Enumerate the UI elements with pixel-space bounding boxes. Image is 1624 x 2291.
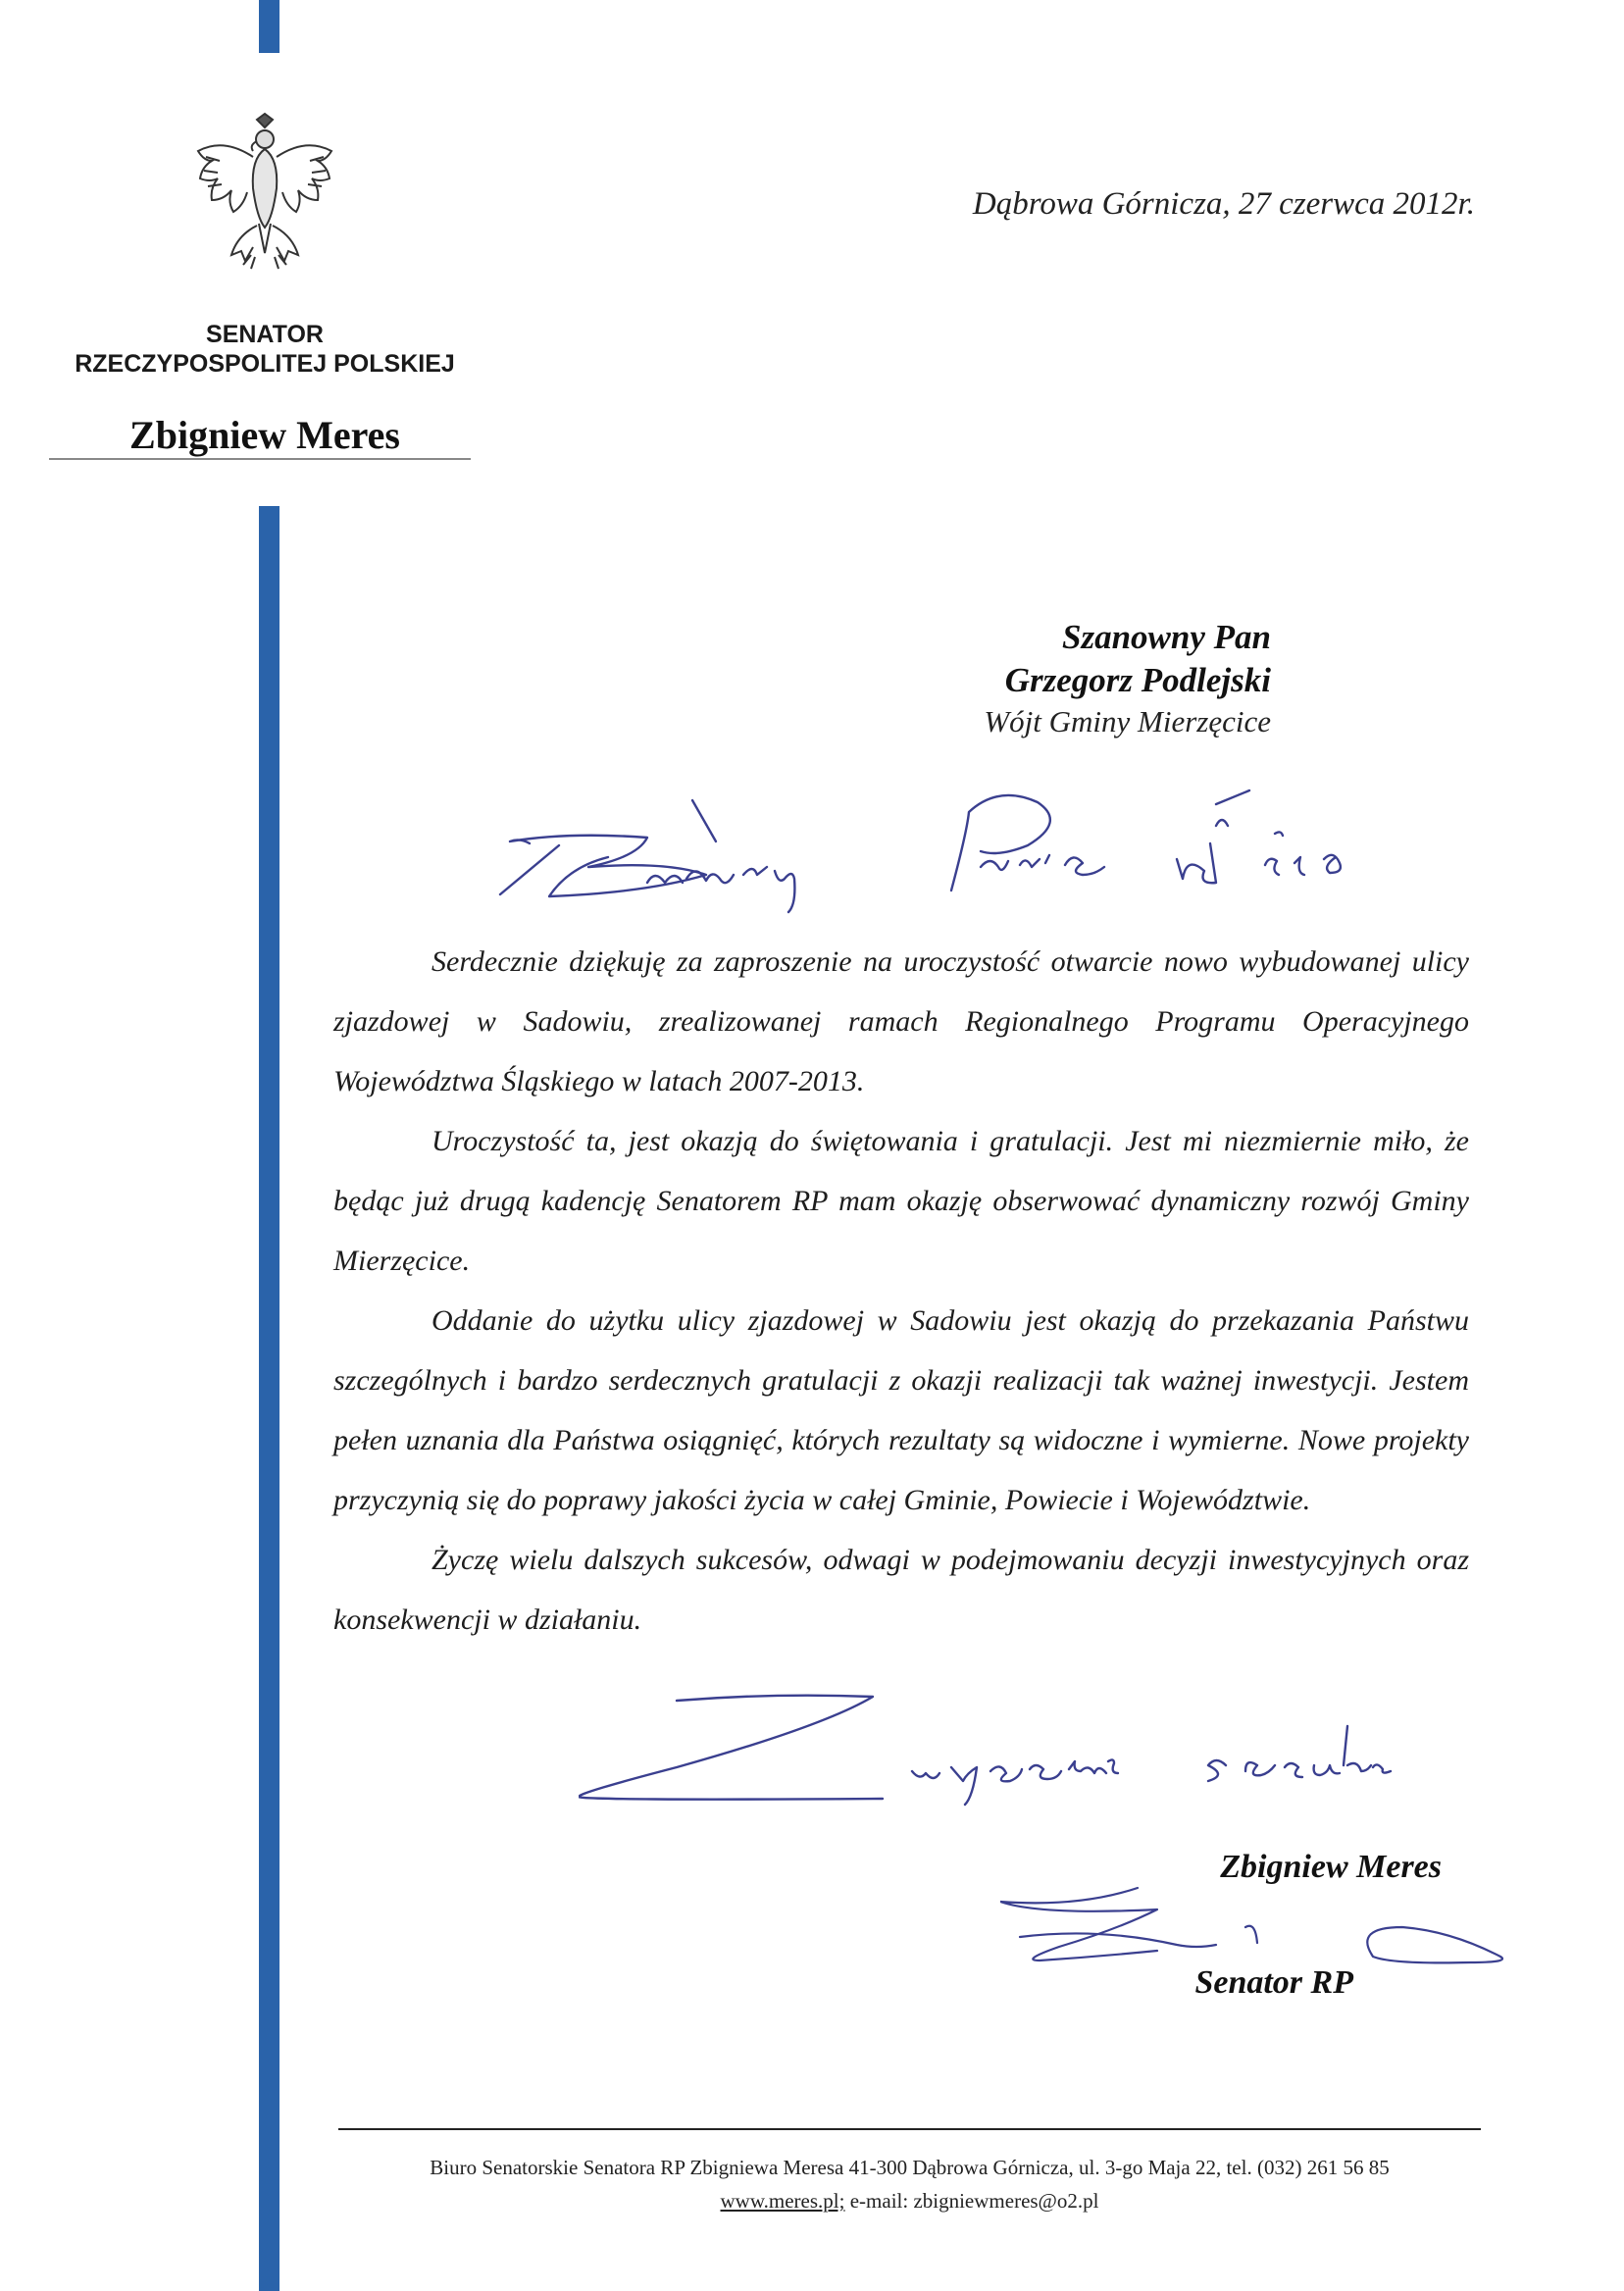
addressee-position: Wójt Gminy Mierzęcice <box>984 704 1271 738</box>
footer-contact <box>338 2189 1481 2214</box>
footer-address: Biuro Senatorskie Senatora RP Zbigniewa Meresa 41-300 Dąbrowa Górnicza, ul. 3-go Maja 22, tel. (032) 261 56 85 <box>430 2156 1390 2179</box>
addressee-greeting: Szanowny Pan <box>1062 618 1271 656</box>
addressee-name: Grzegorz Podlejski <box>1004 661 1271 699</box>
letterhead-office <box>39 320 490 379</box>
blue-accent-bar-top <box>259 0 279 53</box>
letterhead-name: Zbigniew Meres <box>129 413 400 457</box>
letter-body <box>333 932 1469 1650</box>
letterhead-divider <box>49 458 471 460</box>
addressee-block <box>984 616 1271 741</box>
body-paragraph-4: Życzę wielu dalszych sukcesów, odwagi w podejmowaniu decyzji inwestycyjnych oraz konsekwencji w działaniu. <box>333 1544 1469 1636</box>
footer-email: e-mail: zbigniewmeres@o2.pl <box>844 2189 1099 2213</box>
body-paragraph-2: Uroczystość ta, jest okazją do świętowania i gratulacji. Jest mi niezmiernie miło, że będąc już drugą kadencję Senatorem RP mam okazję obserwować dynamiczny rozwój Gminy Mierzęcice. <box>333 1125 1469 1277</box>
footer-divider <box>338 2128 1481 2130</box>
signatory-title: Senator RP <box>1194 1964 1353 2001</box>
handwritten-closing <box>579 1687 1520 1814</box>
blue-accent-bar-main <box>259 506 279 2291</box>
letterhead-office-line2: RZECZYPOSPOLITEJ POLSKIEJ <box>75 350 455 378</box>
body-paragraph-1: Serdecznie dziękuję za zaproszenie na uroczystość otwarcie nowo wybudowanej ulicy zjazdowej w Sadowiu, zrealizowanej ramach Regionalnego Programu Operacyjnego Województwa Śląskiego w latach 2007-2013. <box>333 945 1469 1097</box>
signature-block <box>1000 1849 1530 2006</box>
date-line: Dąbrowa Górnicza, 27 czerwca 2012r. <box>972 186 1475 222</box>
letterhead-office-line1: SENATOR <box>206 321 324 348</box>
handwritten-salutation <box>490 785 1393 922</box>
body-paragraph-3: Oddanie do użytku ulicy zjazdowej w Sadowiu jest okazją do przekazania Państwu szczególnych i bardzo serdecznych gratulacji z okazji realizacji tak ważnej inwestycji. Jestem pełen uznania dla Państwa osiągnięć, których rezultaty są widoczne i wymierne. Nowe projekty przyczynią się do poprawy jakości życia w całej Gminie, Powiecie i Województwie. <box>333 1304 1469 1516</box>
footer-website-link[interactable]: www.meres.pl; <box>720 2189 845 2213</box>
polish-eagle-emblem-icon <box>186 108 343 275</box>
signatory-name: Zbigniew Meres <box>1220 1849 1442 1885</box>
